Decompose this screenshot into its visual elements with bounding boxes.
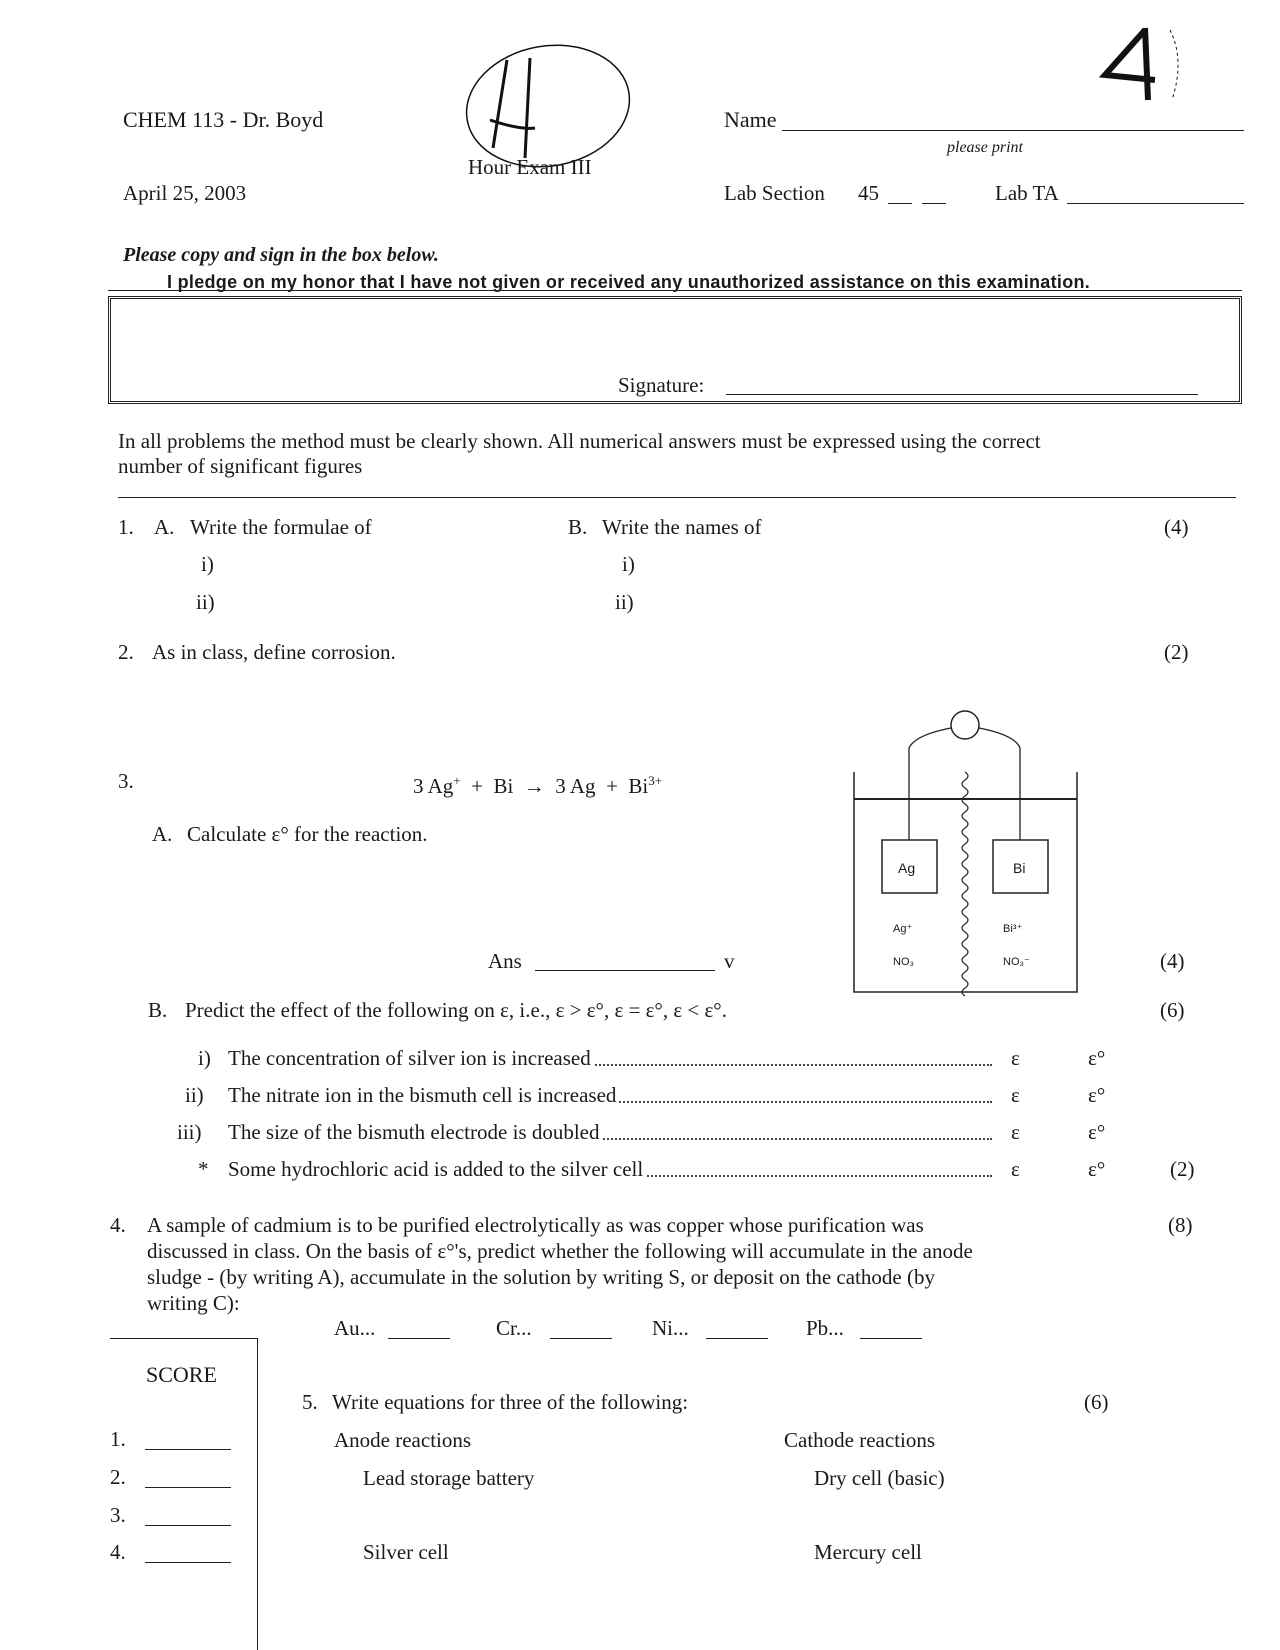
score-row-label: 4. <box>110 1540 126 1564</box>
anode-item-lead-storage: Lead storage battery <box>363 1466 535 1490</box>
eq-arrow: → <box>523 774 545 798</box>
q5-number: 5. <box>302 1390 318 1414</box>
q3-number: 3. <box>118 769 134 793</box>
instructions-line-1: In all problems the method must be clearly shown. All numerical answers must be expressed using the correct <box>118 429 1041 453</box>
eq-reactant-2: Bi <box>493 774 514 798</box>
item-text: The concentration of silver ion is increased <box>228 1046 594 1070</box>
epsilon-option[interactable]: ε <box>1011 1120 1020 1144</box>
epsilon-standard-option[interactable]: ε° <box>1088 1083 1106 1107</box>
item-text: Some hydrochloric acid is added to the silver cell <box>228 1157 646 1181</box>
element-label: Cr... <box>496 1316 532 1340</box>
eq-product-1: 3 Ag <box>555 774 596 798</box>
cathode-item-dry-cell: Dry cell (basic) <box>814 1466 945 1490</box>
score-row-label: 2. <box>110 1465 126 1489</box>
q3-a-points: (4) <box>1160 949 1185 973</box>
element-label: Au... <box>334 1316 376 1340</box>
item-marker: i) <box>198 1046 211 1070</box>
pledge-instruction: Please copy and sign in the box below. <box>123 244 439 266</box>
eq-reactant-1: 3 Ag <box>413 774 454 798</box>
right-anion-label: NO₃⁻ <box>1003 956 1030 968</box>
name-hint: please print <box>947 139 1023 156</box>
exam-title: Hour Exam III <box>468 155 592 179</box>
signature-label: Signature: <box>618 373 705 397</box>
score-box-top <box>110 1338 257 1339</box>
q1-points: (4) <box>1164 515 1189 539</box>
name-field[interactable] <box>782 130 1244 131</box>
q1-a-ii: ii) <box>196 590 215 614</box>
q3-b-points: (6) <box>1160 998 1185 1022</box>
anode-item-silver-cell: Silver cell <box>363 1540 449 1564</box>
cathode-item-mercury-cell: Mercury cell <box>814 1540 922 1564</box>
item-text: The size of the bismuth electrode is doubled <box>228 1120 602 1144</box>
element-answer-field[interactable] <box>550 1338 612 1339</box>
q4-line-3: sludge - (by writing A), accumulate in the solution by writing S, or deposit on the cathode (by <box>147 1265 935 1289</box>
q1-a-i: i) <box>201 552 214 576</box>
ans-unit: v <box>724 949 735 973</box>
q4-line-2: discussed in class. On the basis of ε°'s, predict whether the following will accumulate in the anode <box>147 1239 973 1263</box>
q2-text: As in class, define corrosion. <box>152 640 396 664</box>
epsilon-standard-option[interactable]: ε° <box>1088 1157 1106 1181</box>
epsilon-option[interactable]: ε <box>1011 1046 1020 1070</box>
right-cation-label: Bi³⁺ <box>1003 923 1023 935</box>
lab-section-label: Lab Section <box>724 181 825 205</box>
q5-points: (6) <box>1084 1390 1109 1414</box>
cathode-header: Cathode reactions <box>784 1428 936 1452</box>
q3-b-label: B. <box>148 998 168 1022</box>
q4-number: 4. <box>110 1213 126 1237</box>
q4-line-4: writing C): <box>147 1291 240 1315</box>
eq-plus-2: + <box>606 774 618 798</box>
epsilon-option[interactable]: ε <box>1011 1083 1020 1107</box>
q1-b-ii: ii) <box>615 590 634 614</box>
q1-b-text: Write the names of <box>602 515 762 539</box>
q2-points: (2) <box>1164 640 1189 664</box>
course-title: CHEM 113 - Dr. Boyd <box>123 107 324 132</box>
q3-equation <box>413 769 662 798</box>
score-field[interactable] <box>145 1525 231 1526</box>
score-box-side <box>257 1338 258 1650</box>
score-row-label: 3. <box>110 1503 126 1527</box>
signature-field[interactable] <box>726 394 1198 395</box>
answer-field[interactable] <box>535 970 715 971</box>
anode-header: Anode reactions <box>334 1428 472 1452</box>
q2-number: 2. <box>118 640 134 664</box>
element-answer-field[interactable] <box>706 1338 768 1339</box>
q3-b-text: Predict the effect of the following on ε, i.e., ε > ε°, ε = ε°, ε < ε°. <box>185 998 727 1022</box>
left-cation-label: Ag⁺ <box>893 923 913 935</box>
q4-line-1: A sample of cadmium is to be purified electrolytically as was copper whose purification was <box>147 1213 924 1237</box>
item-text: The nitrate ion in the bismuth cell is increased <box>228 1083 619 1107</box>
q1-a-text: Write the formulae of <box>190 515 372 539</box>
item-points: (2) <box>1170 1157 1195 1181</box>
lab-section-blank-1[interactable] <box>888 203 912 204</box>
lab-section-value: 45 <box>858 181 879 205</box>
lab-ta-field[interactable] <box>1067 203 1244 204</box>
element-answer-field[interactable] <box>388 1338 450 1339</box>
q4-points: (8) <box>1168 1213 1193 1237</box>
left-electrode-label: Ag <box>898 860 916 876</box>
lab-ta-label: Lab TA <box>995 181 1059 205</box>
item-marker: iii) <box>177 1120 202 1144</box>
divider <box>118 497 1236 498</box>
eq-charge-2: 3+ <box>648 773 663 788</box>
eq-charge-1: + <box>453 773 461 788</box>
right-electrode-label: Bi <box>1013 860 1026 876</box>
epsilon-option[interactable]: ε <box>1011 1157 1020 1181</box>
lab-section-blank-2[interactable] <box>922 203 946 204</box>
eq-plus-1: + <box>471 774 483 798</box>
eq-product-2: Bi <box>628 774 649 798</box>
q1-number: 1. <box>118 515 134 539</box>
ans-label: Ans <box>488 949 522 973</box>
grade-four-mark <box>1105 28 1178 100</box>
score-field[interactable] <box>145 1487 231 1488</box>
left-anion-label: NO₃ <box>893 956 914 968</box>
q1-b-i: i) <box>622 552 635 576</box>
q1-b-label: B. <box>568 515 588 539</box>
score-row-label: 1. <box>110 1427 126 1451</box>
exam-date: April 25, 2003 <box>123 181 247 205</box>
score-field[interactable] <box>145 1449 231 1450</box>
element-answer-field[interactable] <box>860 1338 922 1339</box>
element-label: Ni... <box>652 1316 689 1340</box>
item-marker: * <box>198 1157 209 1181</box>
score-field[interactable] <box>145 1562 231 1563</box>
q5-text: Write equations for three of the following: <box>332 1390 689 1414</box>
element-label: Pb... <box>806 1316 844 1340</box>
q3-a-text: Calculate ε° for the reaction. <box>187 822 428 846</box>
pledge-underline <box>108 290 1242 291</box>
epsilon-standard-option[interactable]: ε° <box>1088 1120 1106 1144</box>
item-marker: ii) <box>185 1083 204 1107</box>
q3-a-label: A. <box>152 822 173 846</box>
instructions-line-2: number of significant figures <box>118 454 363 478</box>
score-title: SCORE <box>146 1362 217 1387</box>
pledge-text: I pledge on my honor that I have not given or received any unauthorized assistance on this examination. <box>167 272 1091 292</box>
name-label: Name <box>724 107 777 132</box>
epsilon-standard-option[interactable]: ε° <box>1088 1046 1106 1070</box>
q1-a-label: A. <box>154 515 175 539</box>
